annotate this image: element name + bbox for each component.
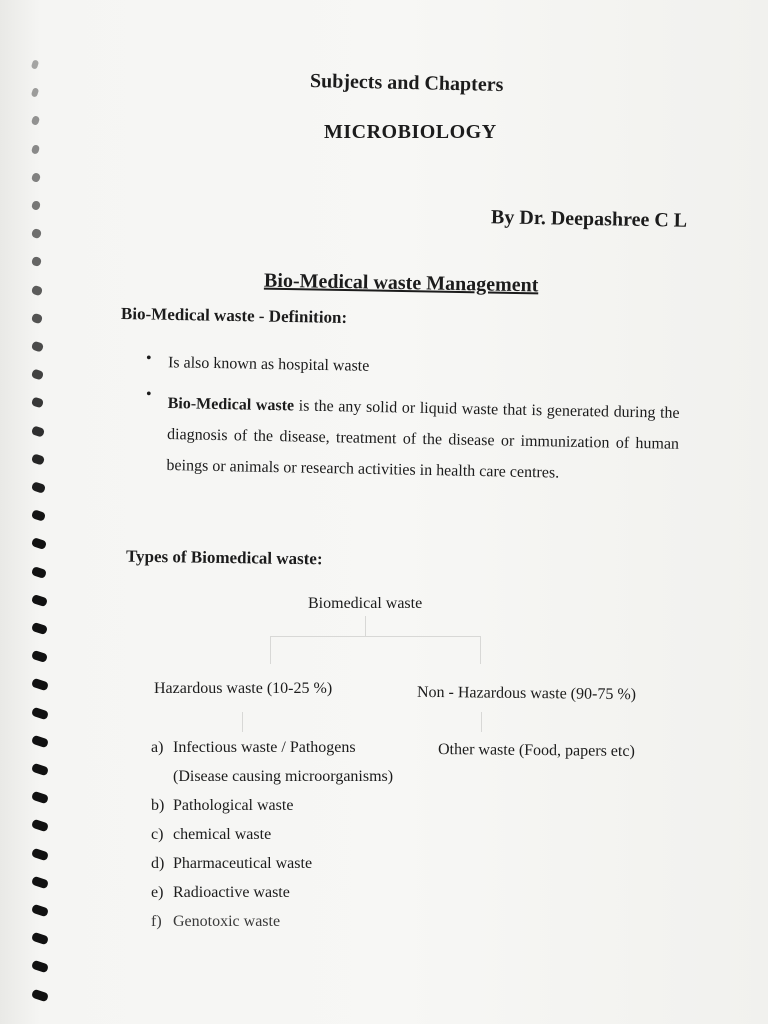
binding-hole <box>31 256 42 267</box>
binding-hole <box>31 960 49 974</box>
binding-hole <box>31 763 49 777</box>
binding-hole <box>31 678 49 691</box>
binding-hole <box>31 453 45 465</box>
list-item-label: Infectious waste / Pathogens <box>173 739 356 756</box>
list-marker: a) <box>151 739 164 756</box>
binding-hole <box>31 847 49 861</box>
list-item <box>151 913 280 931</box>
definition-heading: Bio-Medical waste - Definition: <box>120 304 348 327</box>
binding-hole <box>31 397 45 409</box>
binding-hole <box>31 116 40 127</box>
binding-hole <box>31 932 49 946</box>
binding-hole <box>31 59 39 69</box>
binding-hole <box>31 228 42 239</box>
binding-hole <box>31 200 42 211</box>
list-marker: c) <box>151 826 164 843</box>
bullet-icon: • <box>146 350 152 367</box>
binding-hole <box>31 622 48 635</box>
binding-hole <box>31 341 44 353</box>
list-item <box>151 739 356 757</box>
binding-hole <box>31 904 49 918</box>
binding-hole <box>31 481 46 493</box>
tree-connector <box>270 636 271 664</box>
tree-root-label: Biomedical waste <box>308 595 423 612</box>
binding-hole <box>31 369 44 381</box>
binding-hole <box>31 791 49 805</box>
list-item-label: Radioactive waste <box>173 884 290 901</box>
types-heading: Types of Biomedical waste: <box>125 546 323 569</box>
binding-hole <box>31 87 40 98</box>
binding-hole <box>31 706 49 720</box>
definition-term: Bio-Medical waste <box>167 394 295 415</box>
binding-hole <box>31 172 41 183</box>
list-item-label: Genotoxic waste <box>173 913 281 930</box>
list-item <box>151 884 290 902</box>
tree-connector <box>365 616 366 636</box>
page-heading: Bio-Medical waste Management <box>263 269 539 297</box>
subject-title: MICROBIOLOGY <box>324 121 497 143</box>
binding-hole <box>31 144 41 155</box>
tree-connector <box>242 712 243 732</box>
author-line: By Dr. Deepashree C L <box>490 206 688 232</box>
binding-hole <box>31 819 49 833</box>
binding-hole <box>31 312 43 324</box>
list-item-label: Pharmaceutical waste <box>173 855 313 872</box>
list-marker: b) <box>151 797 165 814</box>
binding-hole <box>31 735 49 749</box>
hazardous-label: Hazardous waste (10-25 %) <box>154 680 333 697</box>
binding-hole <box>31 876 49 890</box>
definition-text: is the any solid or liquid waste that is generated during the diagnosis of the disease, treatment of the disease or immunization of human beings or animals or research activities in health care centres. <box>166 397 680 482</box>
definition-paragraph <box>166 388 680 491</box>
bullet-text-1: Is also known as hospital waste <box>167 354 370 375</box>
tree-connector <box>480 636 481 664</box>
tree-connector <box>270 636 480 637</box>
binding-hole <box>31 566 47 579</box>
list-item <box>151 855 312 873</box>
binding-hole <box>31 594 48 607</box>
list-item <box>151 826 271 844</box>
binding-hole <box>31 988 49 1002</box>
binding-hole <box>31 509 46 522</box>
list-item-sub: (Disease causing microorganisms) <box>173 768 394 785</box>
binding-hole <box>31 650 48 663</box>
binding-hole <box>31 538 47 551</box>
list-item-label: chemical waste <box>173 826 272 843</box>
non-hazardous-label: Non - Hazardous waste (90-75 %) <box>416 683 637 704</box>
list-marker: d) <box>151 855 165 872</box>
list-item <box>151 797 293 815</box>
bullet-icon: • <box>146 386 152 403</box>
list-marker: e) <box>151 884 164 901</box>
binding-hole <box>31 284 43 296</box>
list-item-label: Pathological waste <box>173 797 294 814</box>
binding-hole <box>31 425 45 437</box>
other-waste-label: Other waste (Food, papers etc) <box>437 740 635 761</box>
tree-connector <box>481 712 482 732</box>
subjects-title: Subjects and Chapters <box>309 69 504 97</box>
list-marker: f) <box>151 913 162 930</box>
spiral-binding <box>28 60 58 1020</box>
